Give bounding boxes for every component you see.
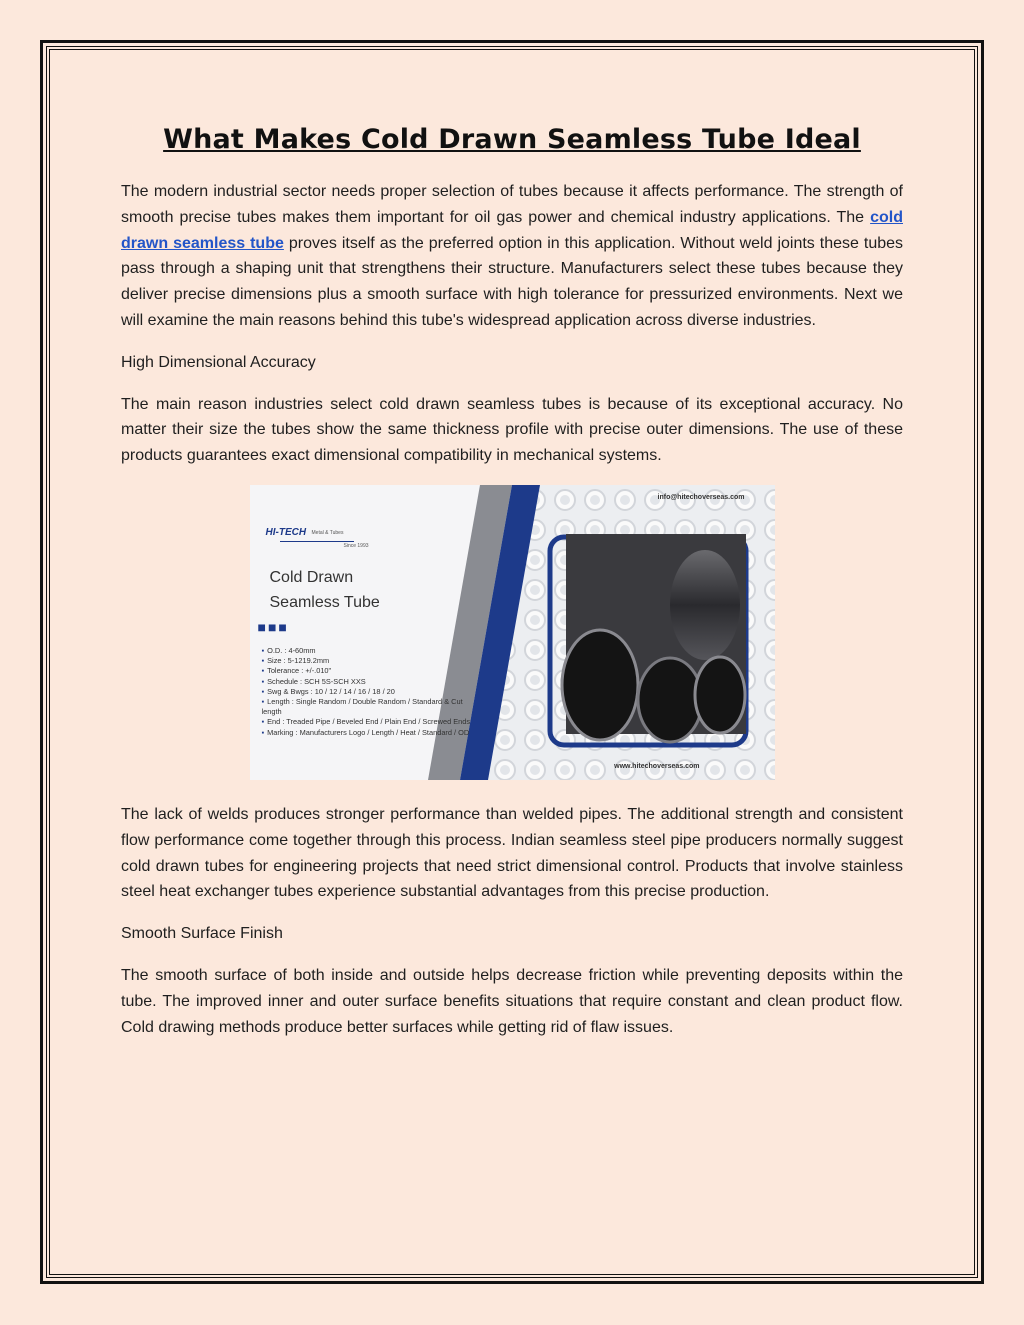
- section-heading-accuracy: High Dimensional Accuracy: [121, 353, 316, 371]
- brand-subtitle: Metal & Tubes: [311, 529, 344, 536]
- cold-drawn-seamless-tube-link[interactable]: cold drawn seamless tube: [121, 208, 903, 252]
- spec-list: [262, 646, 472, 738]
- spec-item: ▪ Marking : Manufacturers Logo / Length / Heat / Standard / OD: [262, 728, 472, 738]
- product-banner-image: [250, 485, 775, 780]
- spec-item: ▪ Tolerance : +/-.010": [262, 666, 472, 676]
- spec-item: ▪ End : Treaded Pipe / Beveled End / Plain End / Screwed Ends: [262, 717, 472, 727]
- section-heading-surface: Smooth Surface Finish: [121, 925, 283, 943]
- intro-text-after: proves itself as the preferred option in this application. Without weld joints these tubes pass through a shaping unit that strengthens their structure. Manufacturers select these tubes because they deliver precise dimensions plus a smooth surface with high tolerance for pressurized environments. Next we will examine the main reasons behind this tube's widespread application across diverse industries.: [121, 234, 904, 329]
- spec-item: ▪ Length : Single Random / Double Random / Standard & Cut length: [262, 697, 472, 717]
- banner-website: www.hitechoverseas.com: [614, 762, 700, 770]
- banner-email: info@hitechoverseas.com: [657, 493, 745, 501]
- spec-item: ▪ Schedule : SCH 5S-SCH XXS: [262, 677, 472, 687]
- brand-since: Since 1993: [343, 542, 369, 549]
- banner-title-line2: Seamless Tube: [269, 593, 380, 611]
- document-body: [121, 124, 903, 1056]
- spec-item: ▪ Swg & Bwgs : 10 / 12 / 14 / 16 / 18 / 20: [262, 687, 472, 697]
- welds-paragraph: The lack of welds produces stronger performance than welded pipes. The additional strength and consistent flow performance come together through this process. Indian seamless steel pipe producers normally suggest cold drawn tubes for engineering projects that need strict dimensional control. Products that involve stainless steel heat exchanger tubes experience substantial advantages from this precise production.: [121, 805, 903, 901]
- intro-text-before: The modern industrial sector needs proper selection of tubes because it affects performance. The strength of smooth precise tubes makes them important for oil gas power and chemical industry applications. The: [121, 183, 903, 226]
- banner-dots: ■■■: [257, 618, 289, 635]
- surface-paragraph: The smooth surface of both inside and outside helps decrease friction while preventing deposits within the tube. The improved inner and outer surface benefits situations that require constant and clean product flow. Cold drawing methods produce better surfaces while getting rid of flaw issues.: [121, 966, 903, 1036]
- banner-title: [270, 565, 380, 615]
- banner-title-line1: Cold Drawn: [269, 568, 354, 586]
- intro-paragraph: [121, 179, 903, 334]
- page-title: What Makes Cold Drawn Seamless Tube Ideal: [163, 124, 861, 155]
- spec-item: ▪ O.D. : 4-60mm: [262, 646, 472, 656]
- accuracy-paragraph: The main reason industries select cold drawn seamless tubes is because of its exceptional accuracy. No matter their size the tubes show the same thickness profile with precise outer dimensions. The use of these products guarantees exact dimensional compatibility in mechanical systems.: [121, 395, 903, 465]
- brand-logo: HI-TECH: [265, 526, 307, 538]
- spec-item: ▪ Size : 5-1219.2mm: [262, 656, 472, 666]
